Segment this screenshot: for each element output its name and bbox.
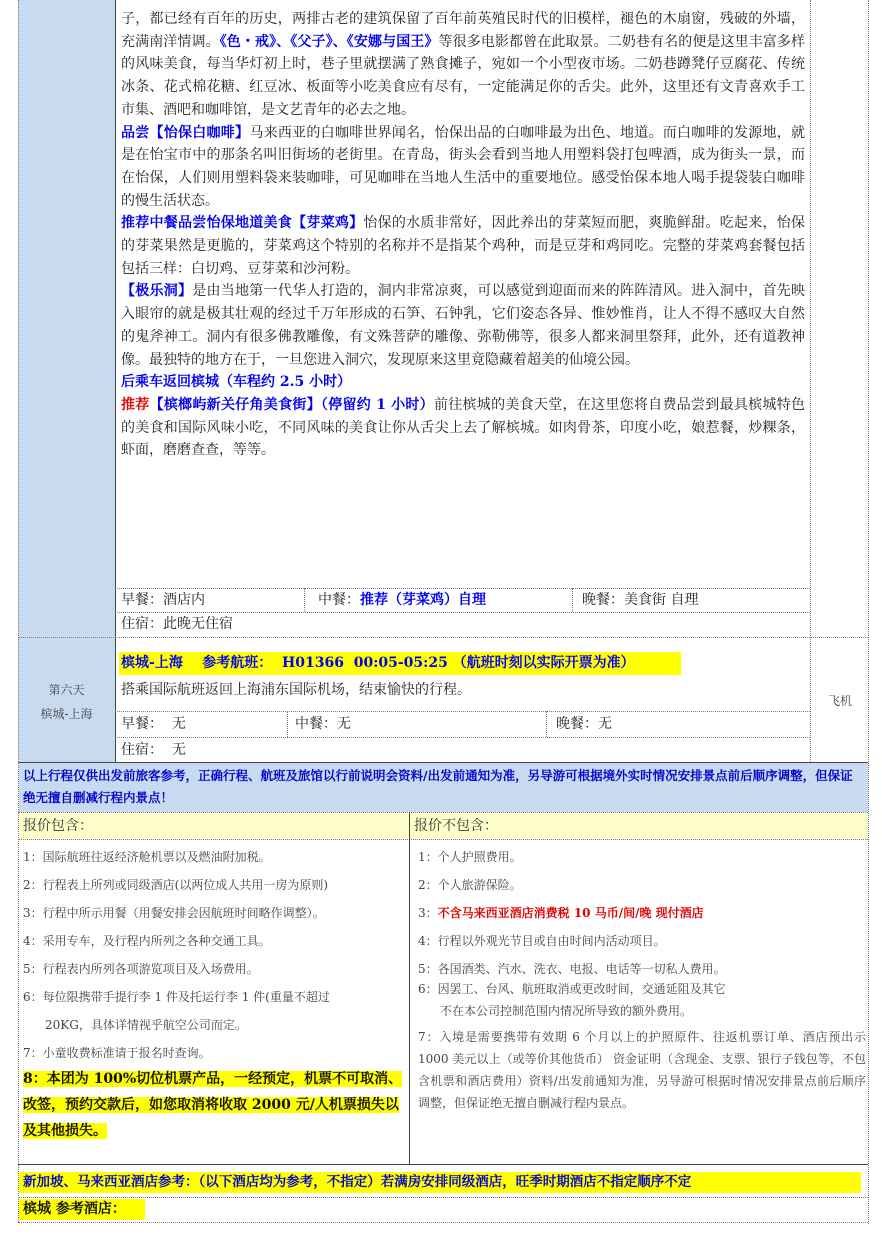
film-list: 《色・戒》、《父子》、《安娜与国王》 xyxy=(219,33,439,50)
price-col-divider xyxy=(409,812,410,1164)
coffee-title: 品尝【怡保白咖啡】 xyxy=(121,124,250,141)
day5-breakfast: 早餐：酒店内 xyxy=(121,592,205,608)
day6-day: 第六天 xyxy=(48,683,85,697)
day6-meals-mid xyxy=(115,737,810,738)
day5-return-line: 后乘车返回槟城（车程约 2.5 小时） xyxy=(121,374,352,391)
excludes-item-6-cont: 不在本公司控制范围内情况所导致的额外费用。 xyxy=(440,1004,693,1018)
day6-transport: 飞机 xyxy=(827,694,852,708)
day6-flight: 槟城-上海 参考航班： H01366 00:05-05:25 （航班时刻以实际开票为准） xyxy=(121,655,635,671)
includes-item-8: 8：本团为 100%切位机票产品，一经预定，机票不可取消、改签，预约交款后，如您取消将收取 2000 元/人机票损失以及其他损失。 xyxy=(23,1071,403,1139)
excludes-item-2: 2：个人旅游保险。 xyxy=(418,878,522,892)
excludes-item-5: 5：各国酒类、汽水、洗衣、电报、电话等一切私人费用。 xyxy=(418,962,726,976)
day5-paragraph-coffee: 品尝【怡保白咖啡】马来西亚的白咖啡世界闻名，怡保出品的白咖啡最为出色、地道。而白咖啡的发源地，就是在怡宝市中的那条名叫旧街场的老街里。在青岛，街头会看到当地人用塑料袋打包啤酒，成为街头一景，而在怡保，人们则用塑料袋来装咖啡，可见咖啡在当地人生活中的重要地位。感受怡保本地人喝手提袋装白咖啡的慢生活状态。 xyxy=(121,124,806,209)
hotel-ref-top xyxy=(18,1164,868,1165)
frame-left-lower xyxy=(18,762,19,1222)
day5-paragraph-cave: 【极乐洞】是由当地第一代华人打造的，洞内非常凉爽，可以感觉到迎面而来的阵阵清风。进入洞中，首先映入眼帘的就是极其壮观的经过千万年形成的石笋、石钟乳，它们姿态各异、惟妙惟肖，让人不得不感叹大自然的鬼斧神工。洞内有很多佛教雕像，有文殊菩萨的雕像、弥勒佛等，很多人都来洞里祭拜，此外，还有道教神像。最独特的地方在于，一旦您进入洞穴，发现原来这里竟隐藏着超美的仙境公园。 xyxy=(121,283,806,368)
lunch-title: 推荐中餐品尝怡保地道美食【芽菜鸡】 xyxy=(121,215,364,232)
includes-header: 报价包含： xyxy=(19,813,409,839)
day6-meal-divider-2 xyxy=(546,711,547,737)
transport-col-divider xyxy=(810,0,811,762)
day6-description: 搭乘国际航班返回上海浦东国际机场，结束愉快的行程。 xyxy=(121,682,471,698)
day6-breakfast: 早餐： 无 xyxy=(121,716,186,732)
includes-item-6-cont: 20KG，具体详情视乎航空公司而定。 xyxy=(45,1018,247,1032)
excludes-item-3: 3：不含马来西亚酒店消费税 10 马币/间/晚 现付酒店 xyxy=(418,906,704,920)
day5-paragraph-food: 推荐【槟榔屿新关仔角美食街】（停留约 1 小时）前往槟城的美食天堂，在这里您将自费品尝到最具槟城特色的美食和国际风味小吃，不同风味的美食让你从舌尖上去了解槟城。如肉骨茶，印度小吃，娘惹餐，炒粿条，虾面，磨磨查查，等等。 xyxy=(121,396,805,459)
includes-item-6: 6：每位限携带手提行李 1 件及托运行李 1 件(重量不超过 xyxy=(23,990,330,1004)
frame-bottom xyxy=(18,1222,868,1223)
day6-meal-divider-1 xyxy=(287,711,288,737)
excludes-item-6: 6：因罢工、台风、航班取消或更改时间，交通延阻及其它 xyxy=(418,982,726,996)
day5-content xyxy=(121,8,805,462)
excludes-item-4: 4：行程以外观光节目或自由时间内活动项目。 xyxy=(418,934,666,948)
notice-text: 以上行程仅供出发前旅客参考，正确行程、航班及旅馆以行前说明会资料/出发前通知为准，另导游可根据境外实时情况安排景点前后顺序调整，但保证绝无擅自删减行程内景点！ xyxy=(23,768,853,805)
frame-left xyxy=(18,0,19,762)
day5-paragraph-lane: 子，都已经有百年的历史，两排古老的建筑保留了百年前英殖民时代的旧模样，褪色的木扇窗，残破的外墙，充满南洋情调。《色・戒》、《父子》、《安娜与国王》等很多电影都曾在此取景。二奶巷有名的便是这里丰富多样的风味美食，每当华灯初上时，巷子里就摆满了熟食摊子，宛如一个小型夜市场。二奶巷蹲凳仔豆腐花、传统冰条、花式棉花糖、红豆冰、板面等小吃美食应有尽有，一定能满足你的舌尖。此外，这里还有文青喜欢手工市集、酒吧和咖啡馆，是文艺青年的必去之地。 xyxy=(121,11,806,118)
price-header-bottom xyxy=(18,839,868,840)
day5-paragraph-lunch: 推荐中餐品尝怡保地道美食【芽菜鸡】怡保的水质非常好，因此养出的芽菜短而肥，爽脆鲜甜。吃起来，怡保的芽菜果然是更脆的，芽菜鸡这个特别的名称并不是指某个鸡种，而是豆芽和鸡同吃。完整的芽菜鸡套餐包括包括三样：白切鸡、豆芽菜和沙河粉。 xyxy=(121,215,806,277)
day5-label-cell xyxy=(18,0,115,637)
day6-lunch: 中餐：无 xyxy=(295,716,351,732)
excludes-item-7: 7：入境是需要携带有效期 6 个月以上的护照原件、往返机票订单、酒店预出示 1000 美元以上（或等价其他货币） 资金证明（含现金、支票、银行子钱包等，不包含机票和酒店费用）资料/出发前通知为准，另导游可根据时情况安排景点前后顺序调整，但保证绝无擅自删减行程内景点。 xyxy=(418,1030,866,1110)
day-separator xyxy=(18,637,868,638)
day5-dinner: 晚餐：美食街 自理 xyxy=(582,592,699,608)
includes-item-1: 1：国际航班往返经济舱机票以及燃油附加税。 xyxy=(23,850,271,864)
cave-title: 【极乐洞】 xyxy=(121,283,193,300)
hotel-ref-text: 新加坡、马来西亚酒店参考：（以下酒店均为参考，不指定）若满房安排同级酒店，旺季时期酒店不指定顺序不定 xyxy=(23,1174,692,1190)
includes-item-2: 2：行程表上所列或同级酒店(以两位成人共用一房为原则) xyxy=(23,878,329,892)
includes-item-5: 5：行程表内所列各项游览项目及入场费用。 xyxy=(23,962,259,976)
excludes-header: 报价不包含： xyxy=(410,813,868,839)
day6-route: 槟城-上海 xyxy=(40,707,93,721)
penang-hotel-label: 槟城 参考酒店： xyxy=(23,1201,126,1217)
day5-hotel: 住宿：此晚无住宿 xyxy=(121,616,233,632)
includes-item-3: 3：行程中所示用餐（用餐安排会因航班时间略作调整）。 xyxy=(23,906,325,920)
hotel-ref-bottom xyxy=(18,1197,868,1198)
frame-right xyxy=(868,0,869,1224)
includes-item-4: 4：采用专车，及行程内所列之各种交通工具。 xyxy=(23,934,271,948)
day6-hotel: 住宿： 无 xyxy=(121,742,186,758)
day6-dinner: 晚餐：无 xyxy=(556,716,612,732)
day5-lunch: 中餐：推荐（芽菜鸡）自理 xyxy=(318,592,486,608)
excludes-item-1: 1：个人护照费用。 xyxy=(418,850,522,864)
day6-meals-top xyxy=(115,711,810,712)
includes-item-7: 7：小童收费标准请于报名时查询。 xyxy=(23,1046,211,1060)
day5-meal-divider-2 xyxy=(572,588,573,612)
recommend-word: 推荐 xyxy=(121,396,150,413)
day-col-divider xyxy=(115,0,116,762)
day5-meal-divider-1 xyxy=(304,588,305,612)
day6-label xyxy=(18,678,115,726)
food-street-title: 【槟榔屿新关仔角美食街】（停留约 1 小时） xyxy=(149,396,434,413)
